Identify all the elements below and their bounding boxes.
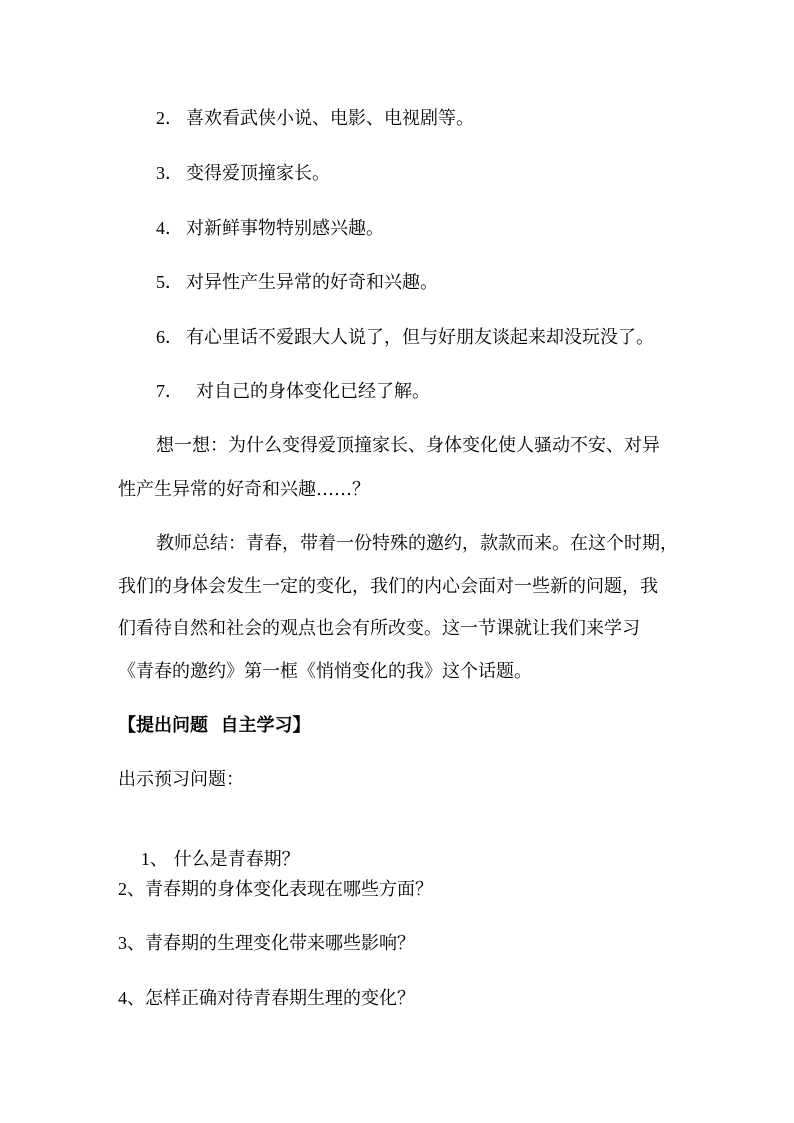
list-item-number: 6． — [156, 327, 183, 347]
list-item — [156, 216, 384, 241]
list-item-text: 有心里话不爱跟大人说了，但与好朋友谈起来却没玩没了。 — [186, 327, 654, 348]
list-item-text: 对新鲜事物特别感兴趣。 — [186, 218, 384, 239]
question-number: 3、 — [118, 933, 145, 953]
list-item-number: 7． — [156, 381, 183, 401]
list-item — [156, 161, 330, 186]
question-text: 怎样正确对待青春期生理的变化？ — [145, 988, 415, 1009]
question-number: 4、 — [118, 988, 145, 1008]
question-item — [118, 931, 415, 956]
question-item — [118, 986, 415, 1011]
list-item-number: 3． — [156, 163, 183, 183]
summary-line-1: 教师总结：青春，带着一份特殊的邀约，款款而来。在这个时期， — [156, 533, 678, 554]
question-number: 2、 — [118, 879, 145, 899]
list-item-text: 对自己的身体变化已经了解。 — [196, 381, 430, 402]
list-item-number: 2． — [156, 108, 183, 128]
list-item — [156, 106, 474, 131]
think-line-2: 性产生异常的好奇和兴趣……？ — [118, 479, 370, 500]
list-item — [156, 270, 438, 295]
think-line-1: 想一想：为什么变得爱顶撞家长、身体变化使人骚动不安、对异 — [156, 435, 660, 456]
summary-line-2: 我们的身体会发生一定的变化，我们的内心会面对一些新的问题，我 — [118, 576, 658, 597]
list-item-number: 5． — [156, 272, 183, 292]
list-item-number: 4． — [156, 218, 183, 238]
list-item-text: 对异性产生异常的好奇和兴趣。 — [186, 272, 438, 293]
list-item-text: 喜欢看武侠小说、电影、电视剧等。 — [186, 108, 474, 129]
list-item — [156, 379, 430, 404]
question-text: 青春期的生理变化带来哪些影响？ — [145, 933, 415, 954]
section-heading: 【提出问题 自主学习】 — [118, 715, 311, 736]
list-item-text: 变得爱顶撞家长。 — [186, 163, 330, 184]
question-item — [118, 877, 433, 902]
summary-line-4: 《青春的邀约》第一框《悄悄变化的我》这个话题。 — [118, 661, 532, 682]
preview-intro: 出示预习问题： — [118, 769, 244, 790]
summary-line-3: 们看待自然和社会的观点也会有所改变。这一节课就让我们来学习 — [118, 618, 640, 639]
list-item — [156, 325, 654, 350]
question-number: 1、 — [140, 849, 168, 869]
question-text: 什么是青春期？ — [167, 849, 300, 870]
question-text: 青春期的身体变化表现在哪些方面？ — [145, 879, 433, 900]
